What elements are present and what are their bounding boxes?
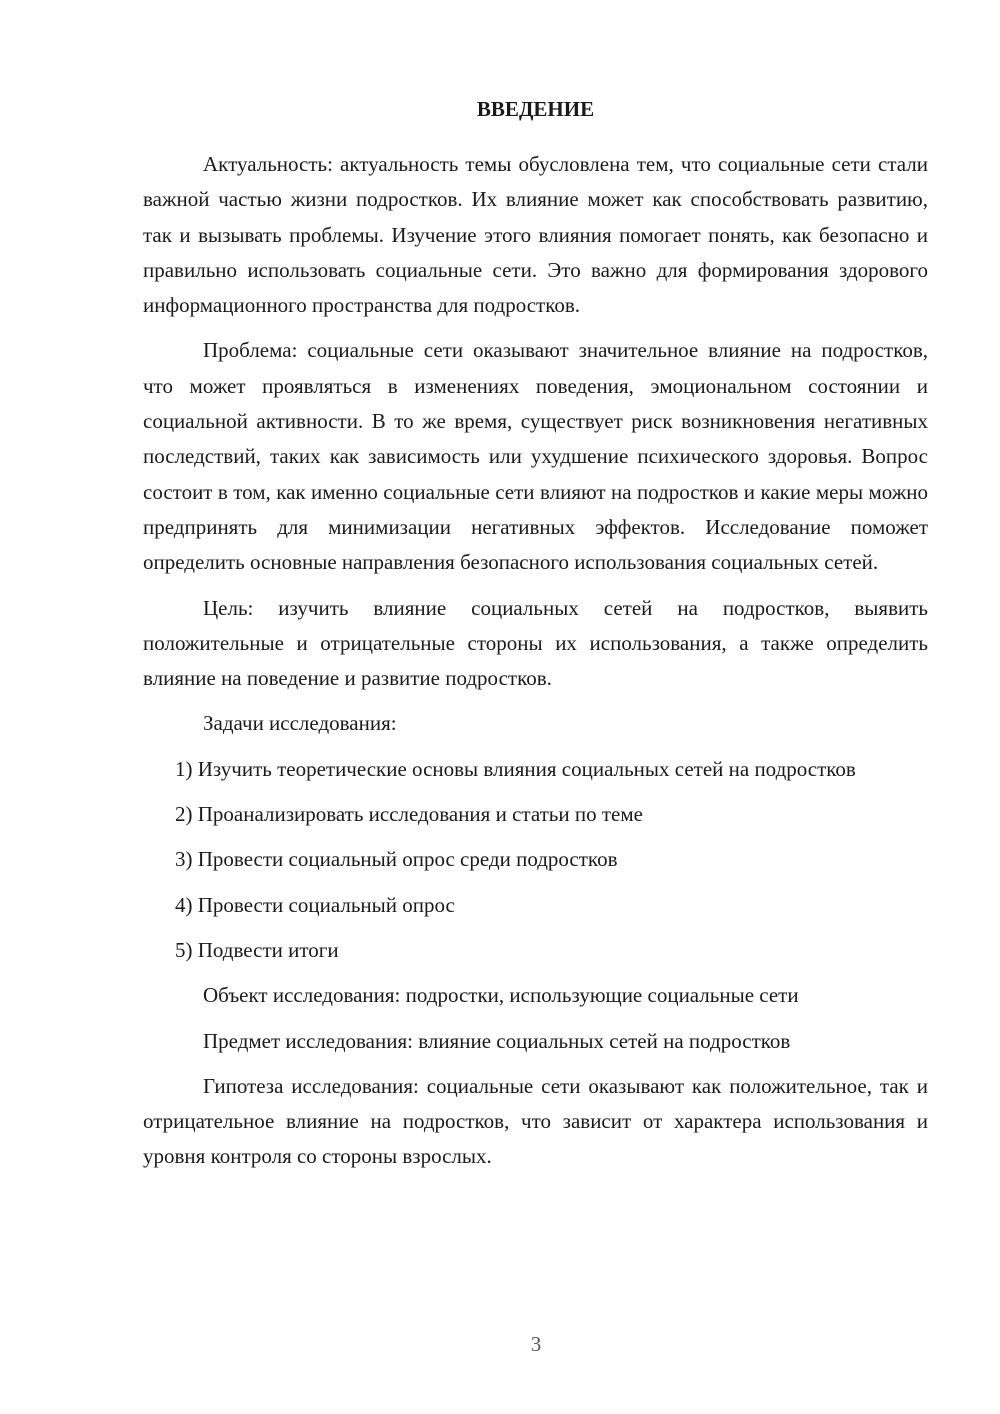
relevance-paragraph: Актуальность: актуальность темы обусловлена тем, что социальные сети стали важной частью жизни подростков. Их влияние может как способствовать развитию, так и вызывать проблемы. Изучение этого влияния помогает понять, как безопасно и правильно использовать социальные сети. Это важно для формирования здорового информационного пространства для подростков. — [143, 152, 928, 318]
goal-paragraph: Цель: изучить влияние социальных сетей на подростков, выявить положительные и отрицательные стороны их использования, а также определить влияние на поведение и развитие подростков. — [143, 595, 928, 691]
task-item: 1) Изучить теоретические основы влияния социальных сетей на подростков — [175, 756, 856, 781]
page-number: 3 — [530, 1332, 542, 1356]
task-item: 3) Провести социальный опрос среди подростков — [175, 847, 618, 872]
document-page — [143, 92, 928, 1185]
subject-paragraph: Предмет исследования: влияние социальных сетей на подростков — [203, 1028, 791, 1053]
task-item: 4) Провести социальный опрос — [175, 892, 455, 917]
hypothesis-paragraph: Гипотеза исследования: социальные сети оказывают как положительное, так и отрицательное влияние на подростков, что зависит от характера использования и уровня контроля со стороны взрослых. — [143, 1073, 928, 1169]
task-item: 5) Подвести итоги — [175, 937, 339, 962]
task-item: 2) Проанализировать исследования и статьи по теме — [175, 802, 643, 827]
object-paragraph: Объект исследования: подростки, использующие социальные сети — [203, 983, 799, 1008]
tasks-heading: Задачи исследования: — [203, 711, 397, 736]
page-title: ВВЕДЕНИЕ — [476, 97, 595, 121]
tasks-list — [143, 752, 928, 968]
problem-paragraph: Проблема: социальные сети оказывают значительное влияние на подростков, что может проявляться в изменениях поведения, эмоциональном состоянии и социальной активности. В то же время, существует риск возникновения негативных последствий, таких как зависимость или ухудшение психического здоровья. Вопрос состоит в том, как именно социальные сети влияют на подростков и какие меры можно предпринять для минимизации негативных эффектов. Исследование поможет определить основные направления безопасного использования социальных сетей. — [143, 338, 928, 575]
